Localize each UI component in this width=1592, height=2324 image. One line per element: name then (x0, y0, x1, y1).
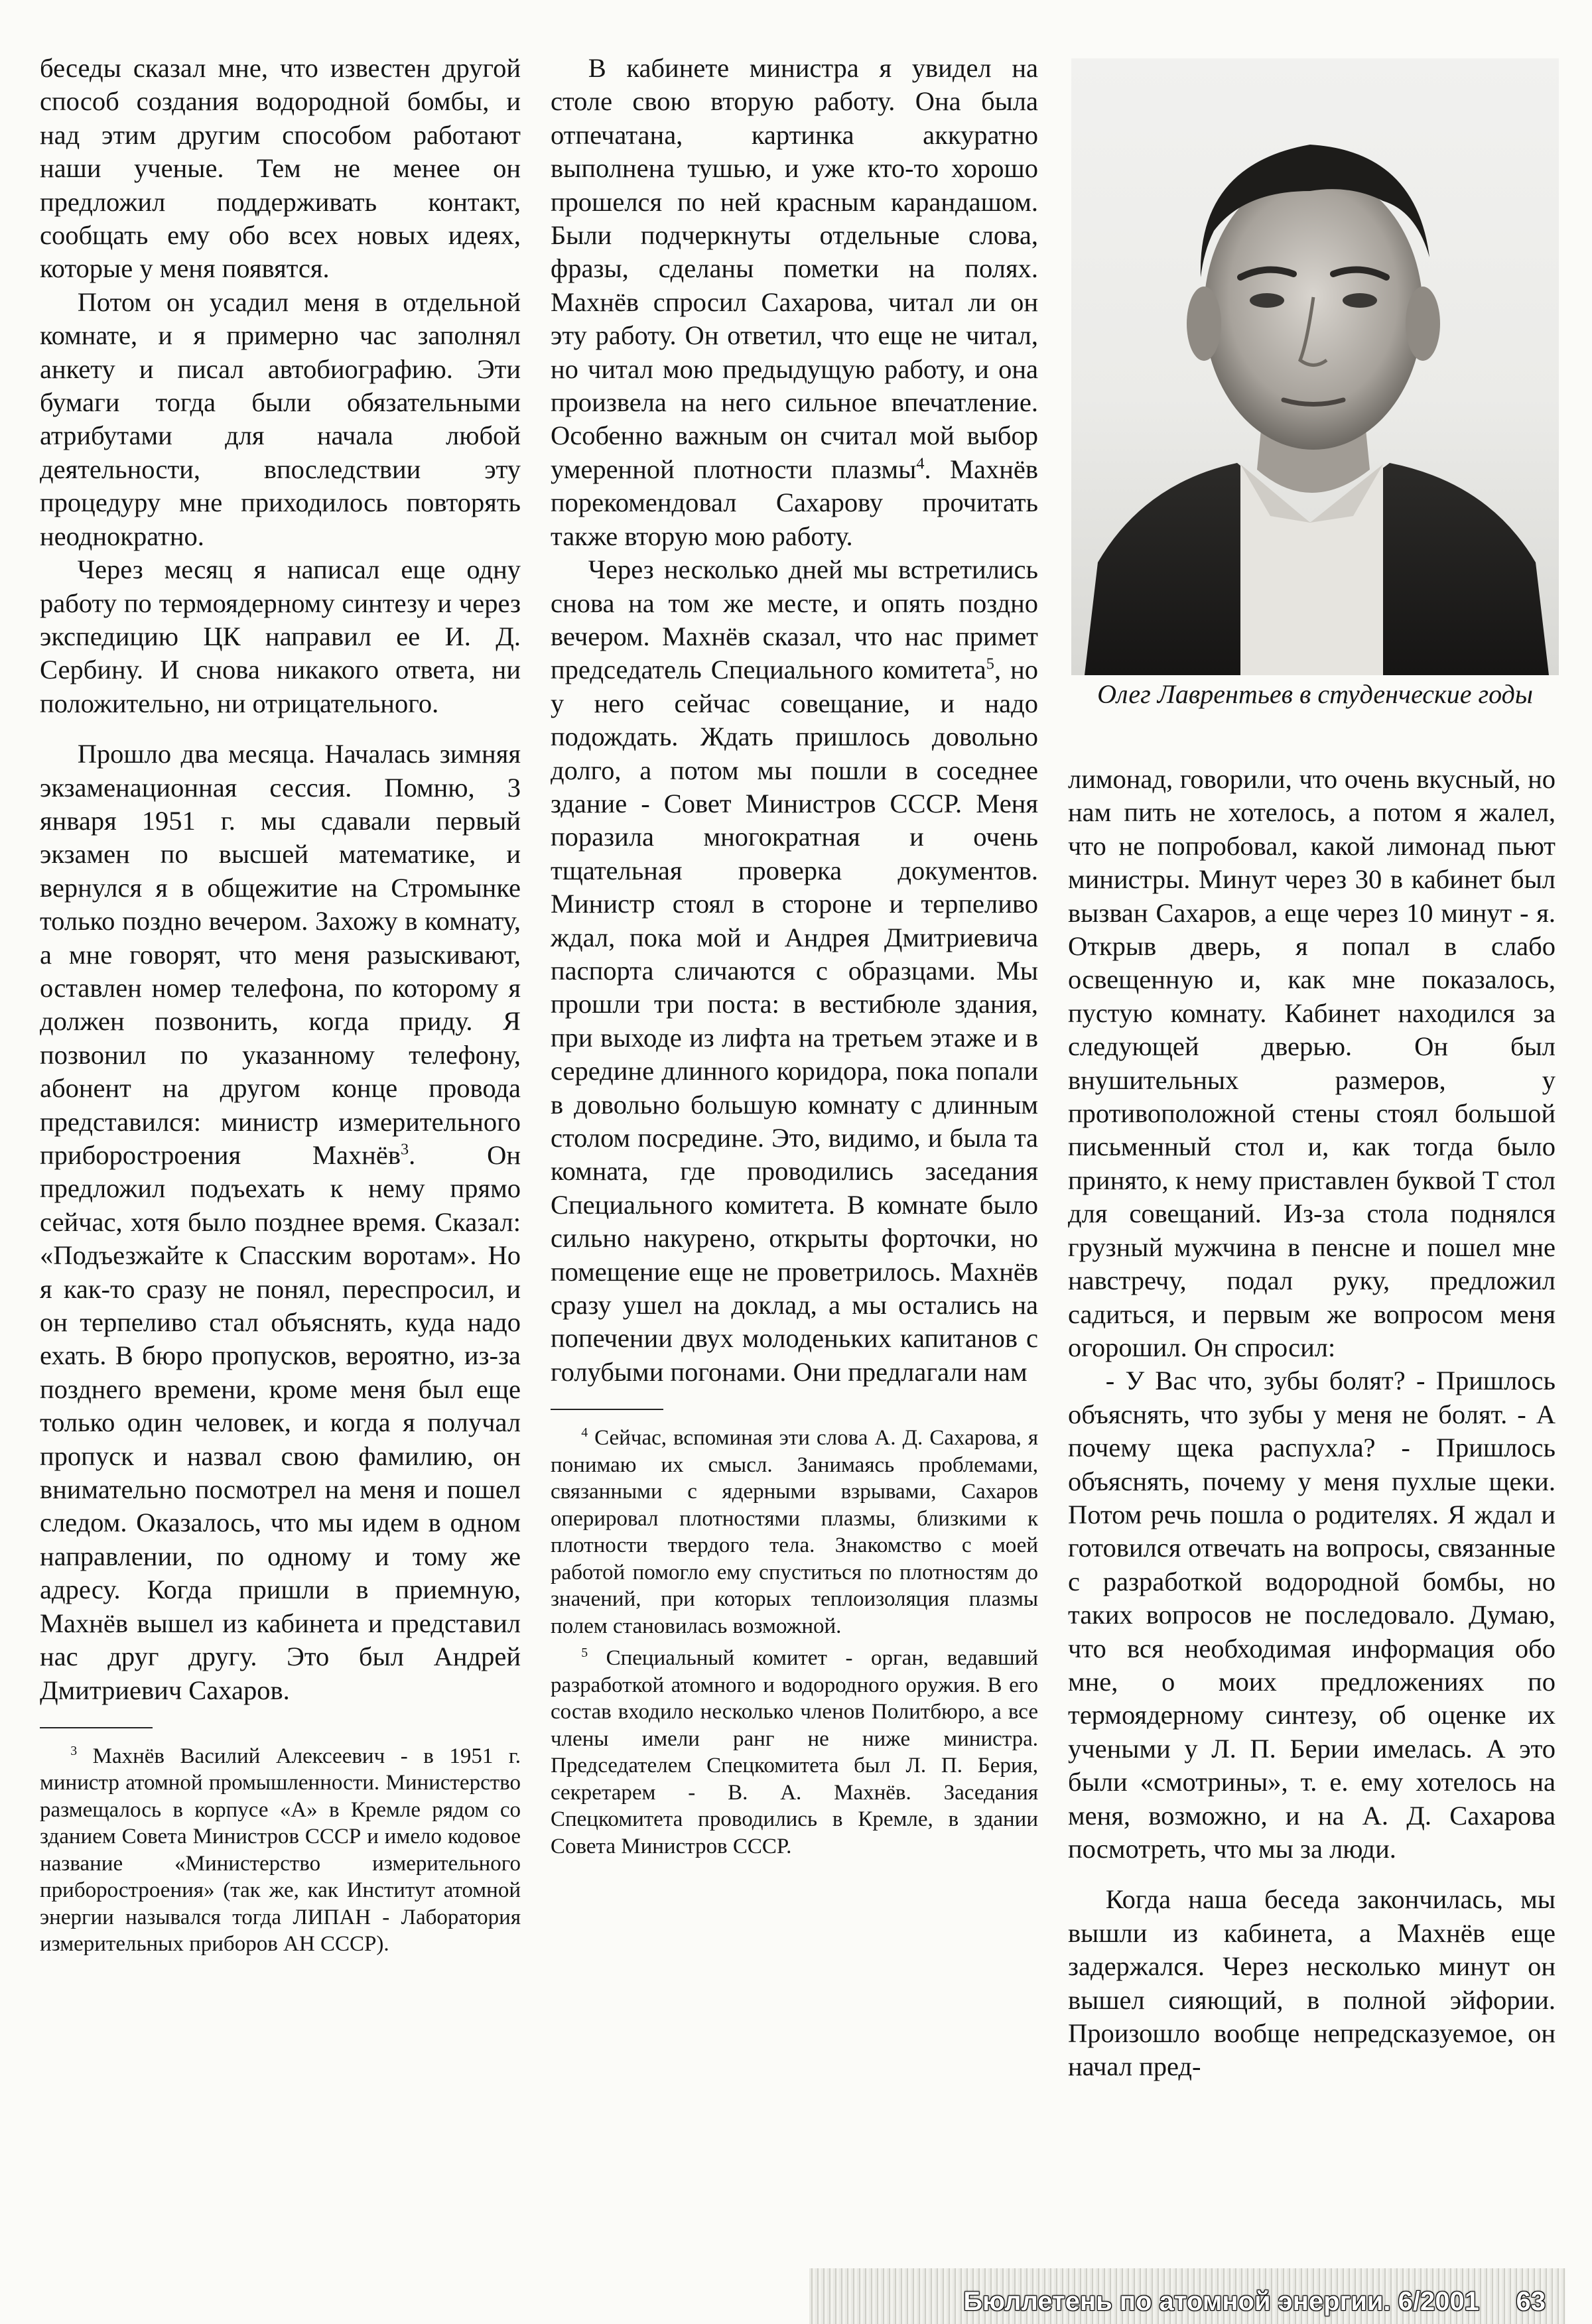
paragraph (40, 738, 521, 1707)
paragraph-text: , но у него сейчас совещание, и надо подождать. Ждать пришлось довольно долго, а потом мы пошли в соседнее здание - Совет Министров СССР. Меня поразила многократная и очень тщательная проверка документов. Министр стоял в стороне и терпеливо ждал, пока мой и Андрея Дмитриевича паспорта сличаются с образцами. Мы прошли три поста: в вестибюле здания, при выходе из лифта на третьем этаже и в середине длинного коридора, пока попали в довольно большую комнату с длинным столом посредине. Это, видимо, и была та комната, где проводились заседания Специального комитета. В комнате было сильно накурено, открыты форточки, но помещение еще не проветрилось. Махнёв сразу ушел на доклад, а мы остались на попечении двух молоденьких капитанов с голубыми погонами. Они предлагали нам (551, 655, 1038, 1387)
journal-title: Бюллетень по атомной энергии. 6/2001 (963, 2287, 1479, 2316)
page-footer (809, 2268, 1565, 2324)
paragraph: лимонад, говорили, что очень вкусный, но нам пить не хотелось, а потом я жалел, что не попробовал, какой лимонад пьют министры. Минут через 30 в кабинет был вызван Сахаров, а еще через 10 минут - я. Открыв дверь, я попал в слабо освещенную и, как мне показалось, пустую комнату. Кабинет находился за следующей дверью. Он был внушительных размеров, у противоположной стены стоял большой письменный стол и, как тогда было принято, к нему приставлен буквой Т стол для совещаний. Из-за стола поднялся грузный мужчина в пенсне и пошел мне навстречу, подал руку, предложил садиться, и первым же вопросом меня огорошил. Он спросил: (1068, 764, 1556, 1362)
paragraph-text: Прошло два месяца. Началась зимняя экзаменационная сессия. Помню, 3 января 1951 г. мы сдавали первый экзамен по высшей математике, и вернулся я в общежитие на Стромынке только поздно вечером. Захожу в комнату, а мне говорят, что меня разыскивают, оставлен номер телефона, по которому я должен позвонить, когда приду. Я позвонил по указанному телефону, абонент на другом конце провода представился: министр измерительного приборостроения Махнёв (40, 739, 521, 1170)
footnote-text: Махнёв Василий Алексеевич - в 1951 г. министр атомной промышленности. Министерство размещалось в корпусе «А» в Кремле рядом со зданием Совета Министров СССР и имело кодовое название «Министерство измерительного приборостроения» (так же, как Институт атомной энергии назывался тогда ЛИПАН - Лаборатория измерительных приборов АН СССР). (40, 1744, 521, 1957)
footnote-divider (40, 1727, 153, 1728)
text-column-2 (551, 52, 1038, 1865)
footnote-number: 3 (70, 1743, 78, 1758)
page-number: 63 (1516, 2287, 1546, 2316)
paragraph (551, 52, 1038, 553)
footnote (551, 1645, 1038, 1860)
paragraph-text: В кабинете министра я увидел на столе свою вторую работу. Она была отпечатана, картинка аккуратно выполнена тушью, и уже кто-то хорошо прошелся по ней красным карандашом. Были подчеркнуты отдельные слова, фразы, сделаны пометки на полях. Махнёв спросил Сахарова, читал ли он эту работу. Он ответил, что еще не читал, но читал мою предыдущую работу, и она произвела на него сильное впечатление. Особенно важным он считал мой выбор умеренной плотности плазмы (551, 53, 1038, 484)
photo-caption: Олег Лаврентьев в студенческие годы (1097, 679, 1533, 709)
footnote-text: Специальный комитет - орган, ведавший разработкой атомного и водородного оружия. В его состав входило несколько членов Политбюро, а все члены имели ранг не ниже министра. Председателем Спецкомитета был Л. П. Берия, секретарем - В. А. Махнёв. Заседания Спецкомитета проводились в Кремле, в здании Совета Министров СССР. (551, 1646, 1038, 1858)
paragraph: Через месяц я написал еще одну работу по термоядерному синтезу и через экспедицию ЦК направил ее И. Д. Сербину. И снова никакого ответа, ни положительно, ни отрицательного. (40, 554, 521, 718)
footnote-ref: 4 (916, 454, 925, 473)
portrait-photo (1071, 58, 1559, 675)
footnote-number: 5 (581, 1646, 588, 1661)
footnote-number: 4 (581, 1425, 588, 1441)
paragraph: Потом он усадил меня в отдельной комнате, и я примерно час заполнял анкету и писал автобиографию. Эти бумаги тогда были обязательными атрибутами для начала любой деятельности, впоследствии эту процедуру мне приходилось повторять неоднократно. (40, 287, 521, 551)
footnote-text: Сейчас, вспоминая эти слова А. Д. Сахарова, я понимаю их смысл. Занимаясь проблемами, связанными с ядерными взрывами, Сахаров оперировал плотностями плазмы, близкими к плотности твердого тела. Знакомство с моей работой помогло ему спуститься по плотностям до значений, при которых теплоизоляция плазмы полем становилась возможной. (551, 1426, 1038, 1638)
paragraph: беседы сказал мне, что известен другой способ создания водородной бомбы, и над этим другим способом работают наши ученые. Тем не менее он предложил поддерживать контакт, сообщать ему обо всех новых идеях, которые у меня появятся. (40, 53, 521, 284)
footnote-divider (551, 1409, 663, 1410)
footnote-ref: 5 (986, 655, 994, 673)
portrait-illustration (1071, 58, 1559, 675)
footnote (40, 1743, 521, 1958)
text-column-3 (1068, 763, 1556, 2084)
text-column-1 (40, 52, 521, 1963)
paragraph: - У Вас что, зубы болят? - Пришлось объяснять, что зубы у меня не болят. - А почему щека распухла? - Пришлось объяснять, почему у меня пухлые щеки. Потом речь пошла о родителях. Я ждал и готовился отвечать на вопросы, связанные с разработкой водородной бомбы, но таких вопросов не последовало. Думаю, что вся необходимая информация обо мне, о моих предложениях по термоядерному синтезу, об оценке их учеными у Л. П. Берии имелась. А это были «смотрины», т. е. ему хотелось на меня, возможно, и на А. Д. Сахарова посмотреть, что мы за люди. (1068, 1366, 1556, 1864)
paragraph-text: Через несколько дней мы встретились снова на том же месте, и опять поздно вечером. Махнёв сказал, что нас примет председатель Специального комитета (551, 554, 1038, 685)
paragraph (551, 553, 1038, 1389)
paragraph-text: . Он предложил подъехать к нему прямо сейчас, хотя было позднее время. Сказал: «Подъезжайте к Спасским воротам». Но я как-то сразу не понял, переспросил, и он терпеливо стал объяснять, куда надо ехать. В бюро пропусков, вероятно, из-за позднего времени, кроме меня был еще только один человек, и когда я получал пропуск и назвал свою фамилию, он внимательно посмотрел на меня и пошел следом. Оказалось, что мы идем в одном направлении, по одному и тому же адресу. Когда пришли в приемную, Махнёв вышел из кабинета и представил нас друг другу. Это был Андрей Дмитриевич Сахаров. (40, 1140, 521, 1705)
paragraph: Когда наша беседа закончилась, мы вышли из кабинета, а Махнёв еще задержался. Через несколько минут он вышел сияющий, в полной эйфории. Произошло вообще непредсказуемое, он начал пред- (1068, 1884, 1556, 2082)
footnote-ref: 3 (400, 1140, 409, 1159)
footnote (551, 1425, 1038, 1640)
paragraph-text: . Махнёв порекомендовал Сахарову прочитать также вторую мою работу. (551, 454, 1038, 551)
